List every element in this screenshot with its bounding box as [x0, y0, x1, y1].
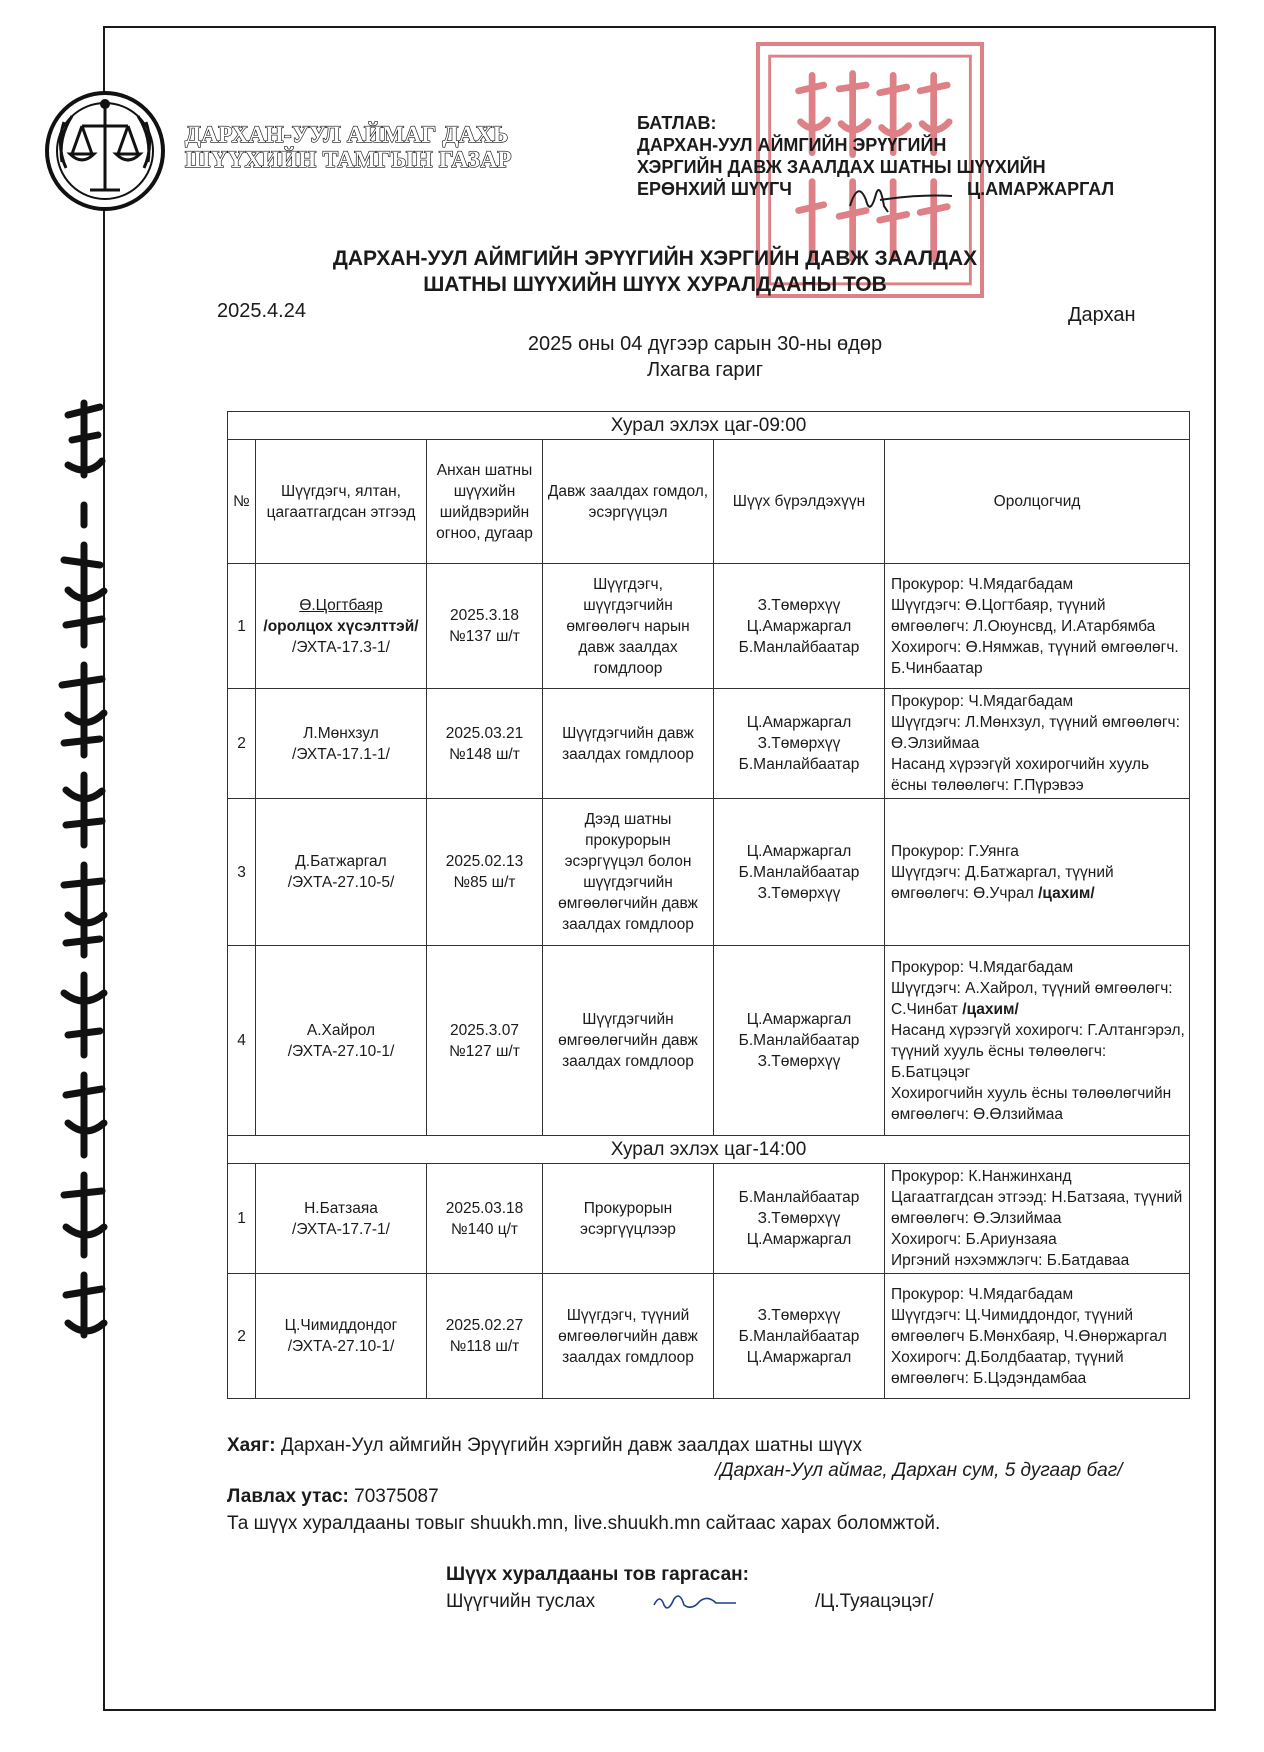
panel-judge: Б.Манлайбаатар: [738, 863, 860, 881]
court-name-line2: ШҮҮХИЙН ТАМГЫН ГАЗАР: [185, 147, 512, 172]
panel-judge: Б.Манлайбаатар: [738, 638, 860, 656]
participant-line: Прокурор: Ч.Мядагбадам: [891, 1285, 1074, 1303]
row-num: 3: [228, 799, 256, 946]
table-header-row: [228, 440, 1190, 564]
document-date: 2025.4.24: [217, 300, 306, 322]
panel-judge: З.Төмөрхүү: [757, 596, 841, 614]
case-code: /ЭХТА-17.3-1/: [292, 638, 390, 656]
panel-judge: Ц.Амаржаргал: [746, 1011, 852, 1028]
participants-cell: [885, 689, 1190, 799]
defendant-cell: [256, 946, 427, 1136]
participants-cell: [885, 1274, 1190, 1399]
defendant-name: А.Хайрол: [306, 1021, 376, 1039]
participant-line: [891, 978, 1185, 1020]
panel-cell: [714, 564, 885, 689]
participant-line: Прокурор: Ч.Мядагбадам: [891, 575, 1074, 593]
ruling-number: №127 ш/т: [449, 1042, 520, 1060]
document-title-line2: ШАТНЫ ШҮҮХИЙН ШҮҮХ ХУРАЛДААНЫ ТОВ: [423, 273, 887, 296]
table-row: [228, 689, 1190, 799]
participant-line: Цагаатгагдсан этгээд: Н.Батзаяа, түүний өмгөөлөгч: Ө.Элзиймаа: [891, 1189, 1183, 1227]
row-num: 2: [228, 1274, 256, 1399]
panel-cell: [714, 799, 885, 946]
online-flag: /цахим/: [1038, 884, 1095, 902]
participant-text: Шүүгдэгч: Д.Батжаргал, түүний өмгөөлөгч: Ө.Учрал: [891, 863, 1114, 902]
ruling-date: 2025.03.21: [445, 724, 524, 742]
defendant-note: /оролцох хүсэлттэй/: [263, 617, 419, 635]
chief-judge-signature: [840, 176, 960, 222]
assistant-role: Шүүгчийн туслах: [446, 1591, 596, 1612]
online-flag: /цахим/: [962, 1000, 1019, 1018]
header-participants: Оролцогчид: [885, 440, 1190, 564]
defendant-cell: [256, 1274, 427, 1399]
document-place: Дархан: [1068, 304, 1136, 326]
hearing-schedule-table: [227, 411, 1190, 1399]
participant-line: Шүүгдэгч: Ц.Чимиддондог, түүний өмгөөлөгч Б.Мөнхбаяр, Ч.Өнөржаргал: [891, 1306, 1167, 1345]
ruling-number: №137 ш/т: [449, 628, 520, 645]
participant-line: Прокурор: Ч.Мядагбадам: [891, 958, 1074, 976]
participant-line: Хохирогчийн хууль ёсны төлөөлөгчийн өмгөөлөгч: Ө.Өлзиймаа: [891, 1084, 1172, 1123]
header-panel: Шүүх бүрэлдэхүүн: [714, 440, 885, 564]
ruling-cell: [427, 564, 543, 689]
participant-line: Хохирогч: Д.Болдбаатар, түүний өмгөөлөгч: Б.Цэдэндамбаа: [891, 1348, 1124, 1387]
issued-by-title: Шүүх хуралдааны тов гаргасан:: [446, 1564, 749, 1585]
participant-line: Иргэний нэхэмжлэгч: Б.Батдаваа: [891, 1252, 1130, 1269]
approval-label: БАТЛАВ:: [637, 113, 717, 133]
participant-line: Хохирогч: Ө.Нямжав, түүний өмгөөлөгч. Б.Чинбаатар: [891, 638, 1179, 677]
address-text: Дархан-Уул аймгийн Эрүүгийн хэргийн давж заалдах шатны шүүх: [280, 1435, 863, 1456]
assistant-name: /Ц.Туяацэцэг/: [815, 1591, 934, 1612]
defendant-cell: [256, 689, 427, 799]
approval-line3: ЕРӨНХИЙ ШҮҮГЧ: [637, 179, 792, 199]
panel-judge: Б.Манлайбаатар: [738, 1032, 860, 1049]
panel-judge: Ц.Амаржаргал: [746, 1348, 852, 1366]
panel-cell: [714, 1164, 885, 1274]
court-emblem-icon: [42, 88, 168, 214]
panel-judge: З.Төмөрхүү: [757, 735, 841, 752]
defendant-name: Л.Мөнхзул: [303, 724, 379, 742]
ruling-cell: [427, 946, 543, 1136]
ruling-cell: [427, 689, 543, 799]
participants-cell: [885, 799, 1190, 946]
approval-line1: ДАРХАН-УУЛ АЙМГИЙН ЭРҮҮГИЙН: [637, 135, 947, 155]
ruling-cell: [427, 1164, 543, 1274]
ruling-date: 2025.3.18: [450, 607, 519, 624]
header-appeal: Давж заалдах гомдол, эсэргүүцэл: [543, 440, 714, 564]
panel-cell: [714, 689, 885, 799]
table-row: [228, 1274, 1190, 1399]
table-row: [228, 799, 1190, 946]
session-time-row: [228, 412, 1190, 440]
approval-line2: ХЭРГИЙН ДАВЖ ЗААЛДАХ ШАТНЫ ШҮҮХИЙН: [637, 157, 1046, 177]
ruling-date: 2025.02.13: [445, 853, 524, 870]
participant-line: Прокурор: К.Нанжинханд: [891, 1168, 1072, 1185]
session-date-text: 2025 оны 04 дүгээр сарын 30-ны өдөр: [527, 333, 883, 355]
appeal-cell: Шүүгдэгчийн давж заалдах гомдлоор: [543, 689, 714, 799]
participant-line: Насанд хүрээгүй хохирогч: Г.Алтангэрэл, түүний хууль ёсны төлөөлөгч: Б.Батцэцэг: [891, 1021, 1185, 1081]
case-code: /ЭХТА-27.10-5/: [287, 874, 395, 891]
court-name-line1: ДАРХАН-УУЛ АЙМАГ ДАХЬ: [185, 122, 509, 147]
court-name: [185, 122, 512, 172]
phone-label: Лавлах утас:: [227, 1486, 349, 1507]
document-title-line1: ДАРХАН-УУЛ АЙМГИЙН ЭРҮҮГИЙН ХЭРГИЙН ДАВЖ ЗААЛДАХ: [332, 247, 978, 270]
panel-cell: [714, 946, 885, 1136]
header-defendant: Шүүгдэгч, ялтан, цагаатгагдсан этгээд: [256, 440, 427, 564]
session-start-time: Хурал эхлэх цаг-09:00: [228, 412, 1190, 440]
defendant-name: Д.Батжаргал: [295, 853, 387, 870]
appeal-cell: Дээд шатны прокурорын эсэргүүцэл болон шүүгдэгчийн өмгөөлөгчийн давж заалдах гомдлоор: [543, 799, 714, 946]
participants-cell: [885, 564, 1190, 689]
defendant-cell: [256, 799, 427, 946]
table-row: [228, 946, 1190, 1136]
ruling-number: №85 ш/т: [453, 874, 516, 891]
ruling-number: №118 ш/т: [449, 1338, 520, 1355]
header-first-instance: Анхан шатны шүүхийн шийдвэрийн огноо, дугаар: [427, 440, 543, 564]
panel-judge: Ц.Амаржаргал: [746, 1231, 852, 1248]
session-date: [400, 331, 1010, 383]
defendant-cell: [256, 1164, 427, 1274]
panel-judge: З.Төмөрхүү: [757, 1053, 841, 1070]
participants-cell: [885, 946, 1190, 1136]
defendant-name: Ө.Цогтбаяр: [299, 596, 383, 614]
case-code: /ЭХТА-17.1-1/: [292, 745, 390, 763]
session-weekday: Лхагва гариг: [647, 359, 763, 381]
ruling-number: №148 ш/т: [449, 745, 520, 763]
participant-line: Прокурор: Ч.Мядагбадам: [891, 693, 1074, 710]
header-num: №: [228, 440, 256, 564]
defendant-name: Ц.Чимиддондог: [284, 1317, 398, 1334]
case-code: /ЭХТА-17.7-1/: [292, 1220, 390, 1238]
appeal-cell: Прокурорын эсэргүүцлээр: [543, 1164, 714, 1274]
phone-line: [227, 1486, 439, 1508]
participant-line: Прокурор: Г.Уянга: [891, 842, 1019, 860]
address-label: Хаяг:: [227, 1435, 276, 1456]
panel-judge: Ц.Амаржаргал: [746, 617, 852, 635]
assistant-signature: [650, 1589, 740, 1615]
address-line: [227, 1432, 862, 1459]
panel-judge: З.Төмөрхүү: [757, 1306, 841, 1324]
address-detail: /Дархан-Уул аймаг, Дархан сум, 5 дугаар баг/: [715, 1460, 1123, 1481]
panel-cell: [714, 1274, 885, 1399]
panel-judge: Б.Манлайбаатар: [738, 1327, 860, 1345]
participant-line: Насанд хүрээгүй хохирогчийн хууль ёсны төлөөлөгч: Г.Пүрэвээ: [891, 756, 1150, 794]
panel-judge: З.Төмөрхүү: [757, 1210, 841, 1227]
ruling-cell: [427, 1274, 543, 1399]
ruling-date: 2025.03.18: [445, 1199, 524, 1217]
chief-judge-name: Ц.АМАРЖАРГАЛ: [967, 179, 1115, 199]
row-num: 1: [228, 1164, 256, 1274]
appeal-cell: Шүүгдэгч, түүний өмгөөлөгчийн давж заалдах гомдлоор: [543, 1274, 714, 1399]
participant-line: Шүүгдэгч: Л.Мөнхзул, түүний өмгөөлөгч: Ө.Элзиймаа: [891, 714, 1180, 752]
row-num: 2: [228, 689, 256, 799]
case-code: /ЭХТА-27.10-1/: [287, 1042, 395, 1060]
vertical-mongolian-script: [28, 395, 140, 1345]
appeal-cell: Шүүгдэгч, шүүгдэгчийн өмгөөлөгч нарын давж заалдах гомдлоор: [543, 564, 714, 689]
panel-judge: З.Төмөрхүү: [757, 884, 841, 902]
row-num: 1: [228, 564, 256, 689]
website-note: Та шүүх хуралдааны товыг shuukh.mn, live.shuukh.mn сайтаас харах боломжтой.: [227, 1513, 941, 1534]
participant-text: Шүүгдэгч: А.Хайрол, түүний өмгөөлөгч: С.Чинбат: [891, 979, 1173, 1018]
participants-cell: [885, 1164, 1190, 1274]
table-row: [228, 1164, 1190, 1274]
case-code: /ЭХТА-27.10-1/: [287, 1338, 395, 1355]
row-num: 4: [228, 946, 256, 1136]
panel-judge: Б.Манлайбаатар: [738, 1189, 860, 1206]
participant-line: [891, 862, 1185, 904]
session-start-time: Хурал эхлэх цаг-14:00: [228, 1136, 1190, 1164]
participant-line: Хохирогч: Б.Ариунзаяа: [891, 1231, 1057, 1248]
panel-judge: Ц.Амаржаргал: [746, 714, 852, 731]
panel-judge: Б.Манлайбаатар: [738, 756, 860, 773]
document-title: [200, 246, 1110, 298]
ruling-date: 2025.02.27: [445, 1317, 524, 1334]
defendant-name: Н.Батзаяа: [304, 1199, 378, 1217]
ruling-date: 2025.3.07: [450, 1021, 519, 1039]
ruling-number: №140 ц/т: [450, 1220, 519, 1238]
table-row: [228, 564, 1190, 689]
defendant-cell: [256, 564, 427, 689]
session-time-row: [228, 1136, 1190, 1164]
panel-judge: Ц.Амаржаргал: [746, 842, 852, 860]
participant-line: Шүүгдэгч: Ө.Цогтбаяр, түүний өмгөөлөгч: Л.Оюунсвд, И.Атарбямба: [891, 596, 1156, 635]
appeal-cell: Шүүгдэгчийн өмгөөлөгчийн давж заалдах гомдлоор: [543, 946, 714, 1136]
phone-number: 70375087: [354, 1486, 439, 1507]
ruling-cell: [427, 799, 543, 946]
